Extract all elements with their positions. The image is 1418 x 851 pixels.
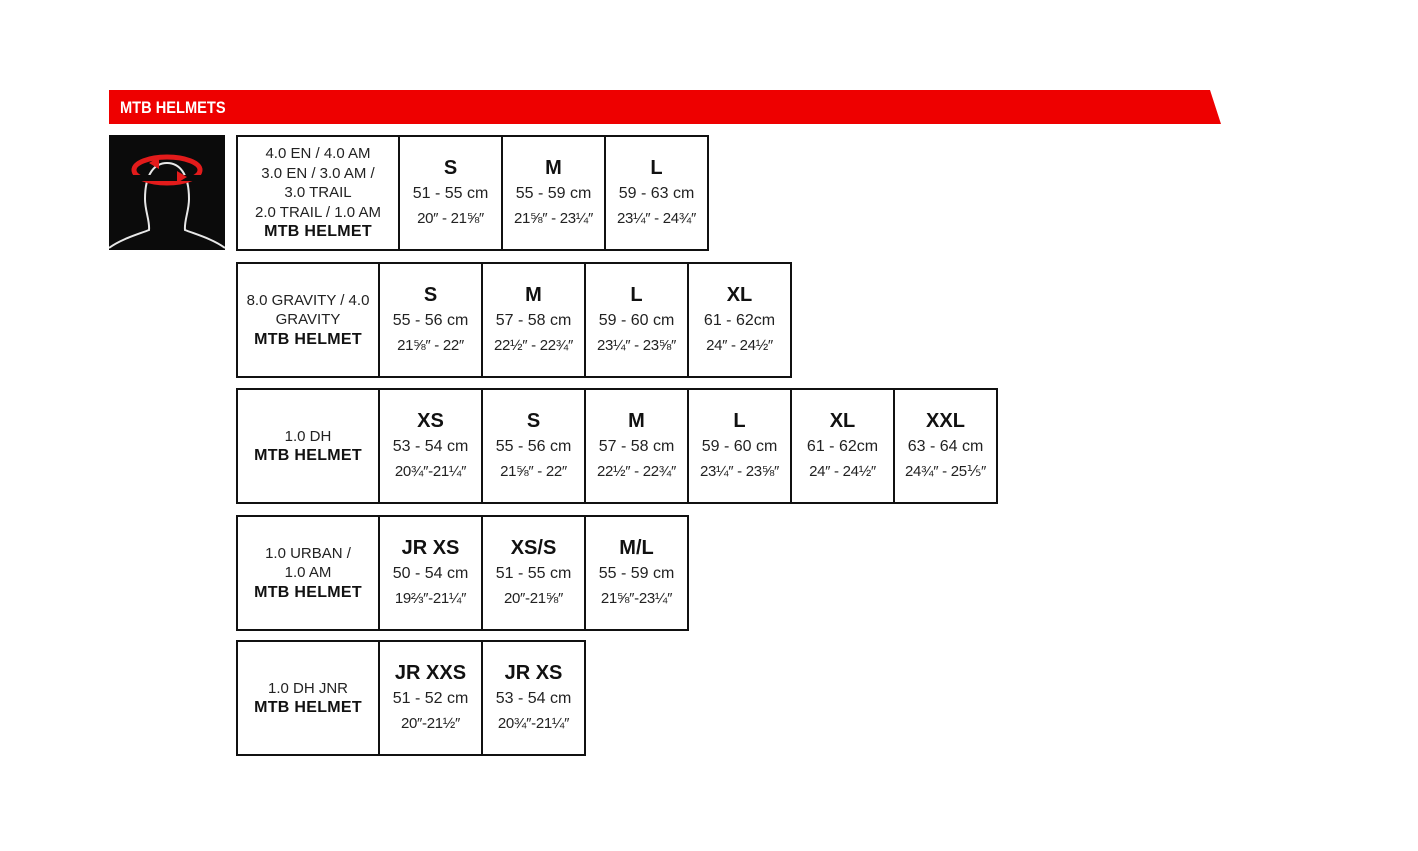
- size-cell: [605, 136, 708, 250]
- size-cm: 61 - 62cm: [703, 312, 776, 329]
- category-label: MTB HELMET: [254, 330, 362, 348]
- size-cm: 53 - 54 cm: [392, 438, 469, 455]
- size-cell: [502, 136, 605, 250]
- size-inch: 22½″ - 22¾″: [493, 337, 574, 354]
- size-label: S: [423, 284, 438, 306]
- size-label: XL: [726, 284, 753, 306]
- model-line: 1.0 AM: [284, 564, 332, 582]
- size-inch: 23¼″ - 24¾″: [616, 210, 697, 227]
- size-inch: 21⅝″ - 22″: [500, 463, 567, 480]
- model-cell: [237, 263, 379, 377]
- size-cm: 61 - 62cm: [806, 438, 879, 455]
- category-label: MTB HELMET: [264, 223, 372, 241]
- category-label: MTB HELMET: [254, 447, 362, 464]
- size-inch: 23¼″ - 23⅝″: [596, 337, 677, 354]
- model-cell: [237, 136, 399, 250]
- model-line: 4.0 EN / 4.0 AM: [265, 145, 371, 163]
- section-title: MTB HELMETS: [120, 98, 226, 117]
- size-cell: [379, 641, 482, 755]
- category-label: MTB HELMET: [254, 583, 362, 601]
- model-line: 3.0 EN / 3.0 AM /: [261, 164, 375, 182]
- size-cell: [585, 389, 688, 503]
- size-cm: 55 - 59 cm: [598, 565, 675, 582]
- size-label: XS: [417, 410, 444, 432]
- section-banner: [109, 90, 1221, 124]
- size-inch: 21⅝″-23¼″: [600, 590, 673, 607]
- model-line: 2.0 TRAIL / 1.0 AM: [255, 203, 381, 221]
- size-cell: [379, 389, 482, 503]
- size-cm: 63 - 64 cm: [907, 438, 984, 455]
- banner-background: [109, 90, 1221, 124]
- size-cell: [894, 389, 997, 503]
- size-label: XS/S: [510, 537, 557, 559]
- size-inch: 24¾″ - 25⅕″: [904, 463, 987, 480]
- size-table: [236, 262, 792, 378]
- size-cell: [379, 516, 482, 630]
- size-cm: 55 - 56 cm: [495, 438, 572, 455]
- size-table: [236, 388, 998, 504]
- model-line: GRAVITY: [275, 311, 341, 329]
- size-label: JR XXS: [394, 662, 467, 684]
- size-inch: 22½″ - 22¾″: [596, 463, 677, 480]
- model-line: 1.0 DH JNR: [267, 679, 349, 697]
- size-cm: 59 - 60 cm: [598, 312, 675, 329]
- size-cm: 51 - 52 cm: [392, 690, 469, 707]
- size-inch: 20¾″-21¼″: [394, 463, 467, 480]
- size-label: M/L: [619, 537, 654, 559]
- size-table: [236, 135, 709, 251]
- size-label: M: [545, 157, 562, 179]
- size-label: M: [525, 284, 542, 306]
- size-cm: 59 - 60 cm: [701, 438, 778, 455]
- size-cell: [379, 263, 482, 377]
- size-cm: 50 - 54 cm: [392, 565, 469, 582]
- size-inch: 20″-21⅝″: [503, 590, 564, 607]
- size-cm: 57 - 58 cm: [495, 312, 572, 329]
- size-label: S: [443, 157, 458, 179]
- size-label: L: [733, 410, 746, 432]
- size-table: [236, 515, 689, 631]
- size-cell: [482, 263, 585, 377]
- model-line: 1.0 DH: [284, 427, 332, 445]
- size-cell: [399, 136, 502, 250]
- size-inch: 19⅔″-21¼″: [394, 590, 467, 607]
- size-cm: 51 - 55 cm: [412, 185, 489, 202]
- size-cm: 51 - 55 cm: [495, 565, 572, 582]
- size-cell: [482, 516, 585, 630]
- size-cell: [688, 263, 791, 377]
- model-line: 1.0 URBAN /: [265, 544, 351, 562]
- size-cell: [791, 389, 894, 503]
- model-line: 8.0 GRAVITY / 4.0: [246, 291, 370, 309]
- size-cm: 55 - 56 cm: [392, 312, 469, 329]
- model-cell: [237, 389, 379, 503]
- size-cm: 53 - 54 cm: [495, 690, 572, 707]
- model-line: 3.0 TRAIL: [284, 184, 352, 202]
- size-label: S: [526, 410, 541, 432]
- size-label: XXL: [926, 410, 965, 432]
- size-inch: 23¼″ - 23⅝″: [699, 463, 780, 480]
- size-cm: 55 - 59 cm: [515, 185, 592, 202]
- size-cell: [585, 516, 688, 630]
- size-cell: [688, 389, 791, 503]
- size-inch: 21⅝″ - 23¼″: [513, 210, 594, 227]
- size-inch: 20″-21½″: [400, 715, 461, 732]
- size-inch: 20¾″-21¼″: [497, 715, 570, 732]
- size-inch: 24″ - 24½″: [809, 463, 876, 480]
- size-label: JR XS: [504, 662, 563, 684]
- model-cell: [237, 516, 379, 630]
- model-cell: [237, 641, 379, 755]
- size-cell: [482, 389, 585, 503]
- size-cm: 57 - 58 cm: [598, 438, 675, 455]
- size-inch: 20″ - 21⅝″: [417, 210, 484, 227]
- size-label: L: [630, 284, 643, 306]
- size-inch: 21⅝″ - 22″: [397, 337, 464, 354]
- size-label: XL: [829, 410, 856, 432]
- size-table: [236, 640, 586, 756]
- size-label: JR XS: [401, 537, 460, 559]
- size-label: M: [628, 410, 645, 432]
- size-cell: [585, 263, 688, 377]
- size-inch: 24″ - 24½″: [706, 337, 773, 354]
- size-cm: 59 - 63 cm: [618, 185, 695, 202]
- head-circumference-icon: [109, 135, 225, 250]
- category-label: MTB HELMET: [254, 699, 362, 716]
- size-label: L: [650, 157, 663, 179]
- size-cell: [482, 641, 585, 755]
